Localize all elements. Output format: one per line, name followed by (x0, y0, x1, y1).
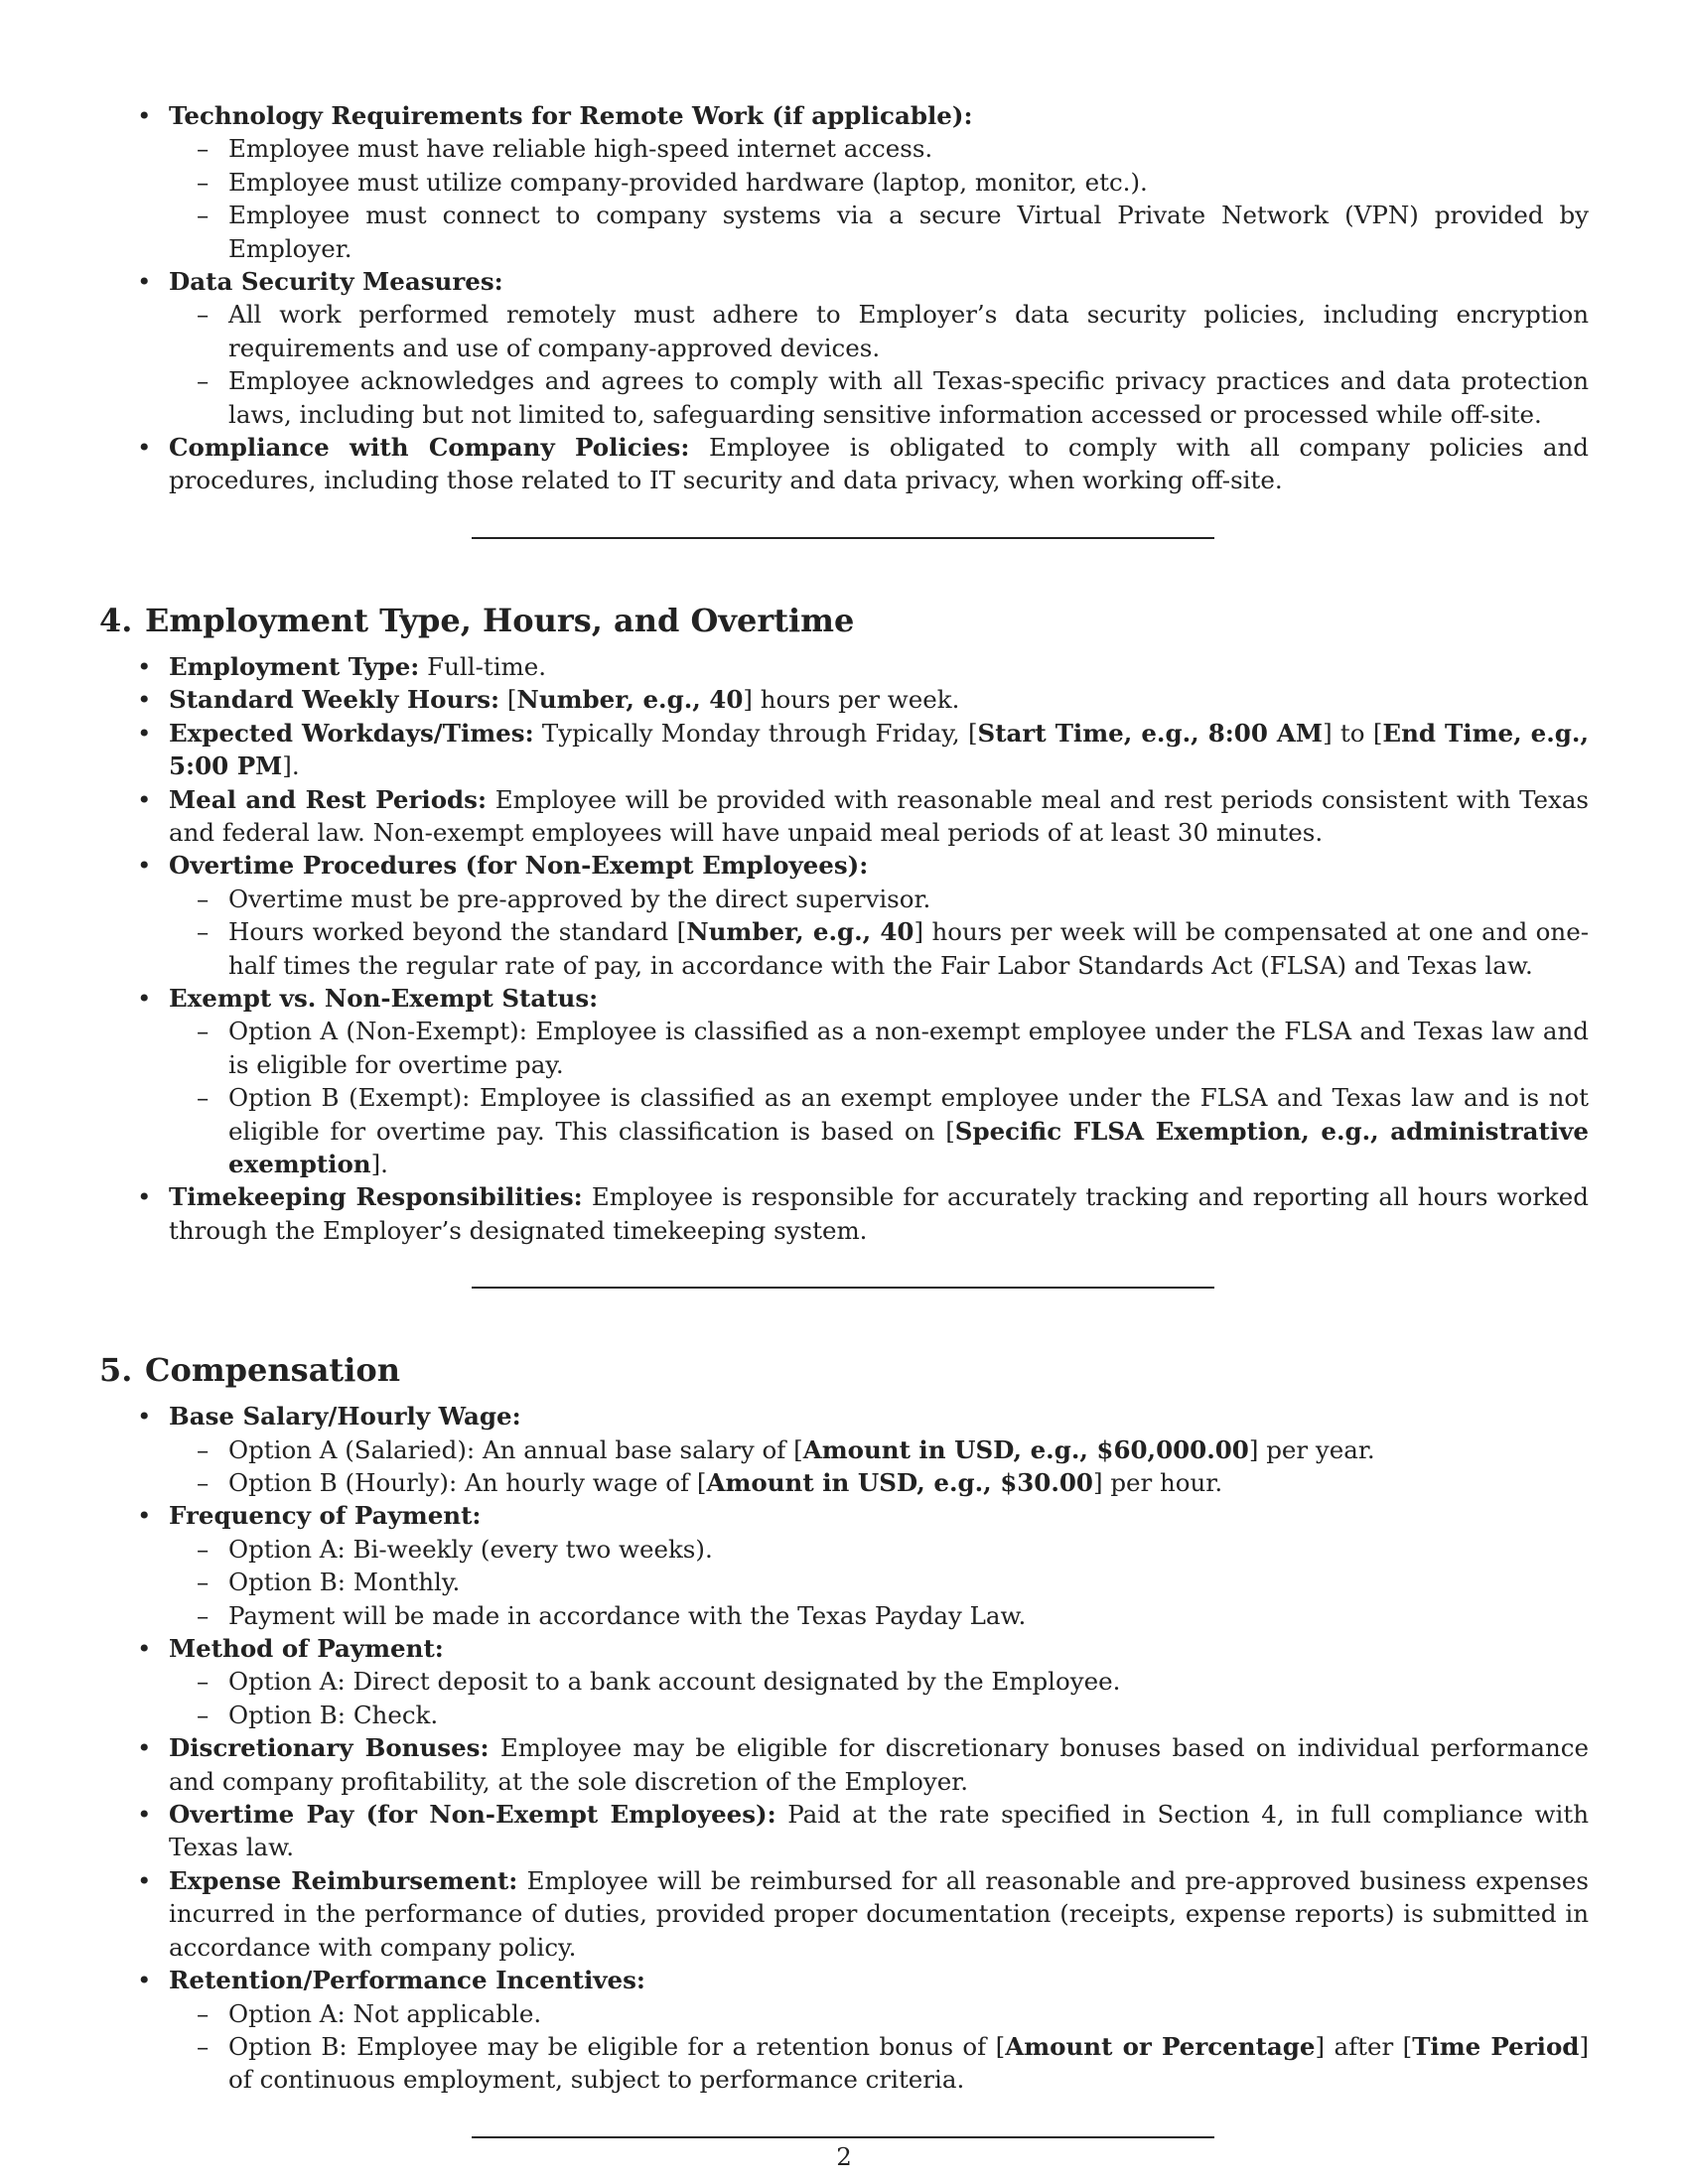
sublist-item: – Employee must utilize company-provided hardware (laptop, monitor, etc.). (169, 166, 1589, 199)
sublist (169, 1533, 1589, 1632)
sublist-item: – Overtime must be pre-approved by the direct supervisor. (169, 883, 1589, 915)
section5-list (99, 1400, 1589, 2097)
item-heading: Technology Requirements for Remote Work (if applicable): (169, 101, 973, 130)
list-item (99, 1731, 1589, 1798)
sublist-item: – Payment will be made in accordance with the Texas Payday Law. (169, 1599, 1589, 1632)
list-item (99, 717, 1589, 783)
sublist-item: – Option A (Non-Exempt): Employee is classified as a non-exempt employee under the FLSA and Texas law and is eligible for overtime pay. (169, 1015, 1589, 1081)
section-divider (472, 1287, 1214, 1289)
item-heading: Overtime Pay (for Non-Exempt Employees): (169, 1800, 776, 1830)
sublist (169, 1433, 1589, 1500)
sublist-item: – Option B: Monthly. (169, 1566, 1589, 1598)
section-heading (99, 601, 1589, 640)
item-text: ] of continuous employment, subject to performance criteria. (228, 2031, 1589, 2095)
item-text: Employee will be provided with reasonable meal and rest periods consistent with Texas and federal law. Non-exempt employees will have unpaid meal periods of at least 30 minutes. (169, 784, 1590, 847)
item-text: ] after [ (1315, 2031, 1413, 2061)
placeholder-field: Amount or Percentage (1005, 2031, 1316, 2061)
sublist-item: – All work performed remotely must adhere to Employer’s data security policies, including encryption requirements and use of company-approved devices. (169, 298, 1589, 364)
sublist (169, 132, 1589, 265)
section-number: 4. (99, 601, 133, 639)
placeholder-field: Number, e.g., 40 (686, 917, 914, 947)
sublist (169, 1665, 1589, 1731)
item-heading: Method of Payment: (169, 1634, 444, 1664)
item-heading: Discretionary Bonuses: (169, 1733, 490, 1763)
sublist (169, 1015, 1589, 1180)
item-heading: Base Salary/Hourly Wage: (169, 1402, 521, 1432)
remote-work-list (99, 99, 1589, 497)
item-heading: Exempt vs. Non-Exempt Status: (169, 983, 599, 1013)
item-text: ] to [ (1323, 718, 1383, 748)
placeholder-field: Specific FLSA Exemption, e.g., administrative exemption (228, 1116, 1589, 1178)
list-item (99, 1632, 1589, 1731)
sublist-item: – Option B: Check. (169, 1699, 1589, 1731)
placeholder-field: Amount in USD, e.g., $60,000.00 (802, 1434, 1249, 1464)
item-heading: Timekeeping Responsibilities: (169, 1182, 583, 1212)
item-text: ]. (282, 751, 300, 781)
sublist-item (169, 1433, 1589, 1466)
item-text: ]. (370, 1149, 388, 1178)
placeholder-field: End Time, e.g., 5:00 PM (169, 718, 1589, 781)
item-heading: Compliance with Company Policies: (169, 433, 690, 463)
sublist-item (169, 2030, 1589, 2097)
sublist-item (169, 1081, 1589, 1180)
sublist (169, 298, 1589, 431)
list-item (99, 99, 1589, 265)
item-text: Option B (Hourly): An hourly wage of [ (228, 1468, 707, 1497)
item-text: Employee will be reimbursed for all reasonable and pre-approved business expenses incurred in the performance of duties, provided proper documentation (receipts, expense reports) is submitted in accordance with company policy. (169, 1865, 1590, 1962)
item-text: ] per hour. (1092, 1468, 1223, 1497)
item-text: Paid at the rate specified in Section 4, in full compliance with Texas law. (169, 1800, 1589, 1862)
list-item (99, 783, 1589, 850)
section-title: Compensation (145, 1351, 400, 1390)
placeholder-field: Time Period (1412, 2031, 1580, 2061)
item-text: Employee may be eligible for discretionary bonuses based on individual performance and company profitability, at the sole discretion of the Employer. (169, 1733, 1589, 1796)
item-text: Option B (Exempt): Employee is classified as an exempt employee under the FLSA and Texas law and is not eligible for overtime pay. This classification is based on [ (228, 1083, 1589, 1146)
section-heading (99, 1350, 1589, 1390)
item-text: Option A (Salaried): An annual base salary of [ (228, 1434, 803, 1464)
sublist-item: – Option A: Not applicable. (169, 1997, 1589, 2030)
section-divider (472, 537, 1214, 539)
section4-list (99, 650, 1589, 1247)
list-item (99, 1864, 1589, 1964)
list-item (99, 1964, 1589, 2097)
item-heading: Expected Workdays/Times: (169, 718, 534, 748)
item-heading: Expense Reimbursement: (169, 1865, 518, 1895)
sublist (169, 883, 1589, 982)
item-text: Full-time. (419, 651, 547, 681)
list-item (99, 1499, 1589, 1632)
page-content (99, 99, 1589, 2138)
list-item (99, 431, 1589, 497)
sublist (169, 1997, 1589, 2097)
sublist-item (169, 915, 1589, 982)
item-heading: Overtime Procedures (for Non-Exempt Employees): (169, 851, 869, 881)
item-heading: Standard Weekly Hours: (169, 685, 500, 715)
item-heading: Retention/Performance Incentives: (169, 1966, 645, 1995)
list-item (99, 1180, 1589, 1247)
item-heading: Frequency of Payment: (169, 1501, 482, 1531)
list-item (99, 265, 1589, 431)
sublist-item: – Option A: Direct deposit to a bank account designated by the Employee. (169, 1665, 1589, 1698)
item-heading: Meal and Rest Periods: (169, 784, 488, 814)
section-title: Employment Type, Hours, and Overtime (145, 601, 855, 639)
list-item (99, 1400, 1589, 1499)
sublist-item: – Employee acknowledges and agrees to comply with all Texas-specific privacy practices and data protection laws, including but not limited to, safeguarding sensitive information accessed or processed while off-site. (169, 364, 1589, 431)
item-text: ] hours per week will be compensated at one and one-half times the regular rate of pay, in accordance with the Fair Labor Standards Act (FLSA) and Texas law. (228, 917, 1589, 980)
sublist-item: – Option A: Bi-weekly (every two weeks). (169, 1533, 1589, 1566)
item-text: [ (499, 685, 517, 715)
list-item (99, 683, 1589, 716)
list-item (99, 650, 1589, 683)
item-text: Hours worked beyond the standard [ (228, 917, 687, 947)
placeholder-field: Number, e.g., 40 (516, 685, 744, 715)
item-heading: Employment Type: (169, 651, 420, 681)
placeholder-field: Amount in USD, e.g., $30.00 (706, 1468, 1093, 1497)
item-text: Employee is obligated to comply with all company policies and procedures, including those related to IT security and data privacy, when working off-site. (169, 433, 1589, 495)
item-text: ] per year. (1248, 1434, 1375, 1464)
section-divider (472, 2136, 1214, 2138)
item-text: Option B: Employee may be eligible for a retention bonus of [ (228, 2031, 1006, 2061)
section-number: 5. (99, 1351, 133, 1390)
list-item (99, 849, 1589, 982)
sublist-item (169, 1466, 1589, 1499)
sublist-item: – Employee must have reliable high-speed internet access. (169, 132, 1589, 165)
item-heading: Data Security Measures: (169, 267, 503, 297)
page-number: 2 (836, 2142, 852, 2171)
item-text: Typically Monday through Friday, [ (533, 718, 978, 748)
placeholder-field: Start Time, e.g., 8:00 AM (977, 718, 1324, 748)
item-text: Employee is responsible for accurately tracking and reporting all hours worked through the Employer’s designated timekeeping system. (169, 1182, 1589, 1245)
list-item (99, 982, 1589, 1180)
item-text: ] hours per week. (743, 685, 960, 715)
list-item (99, 1798, 1589, 1864)
sublist-item: – Employee must connect to company systems via a secure Virtual Private Network (VPN) provided by Employer. (169, 199, 1589, 265)
